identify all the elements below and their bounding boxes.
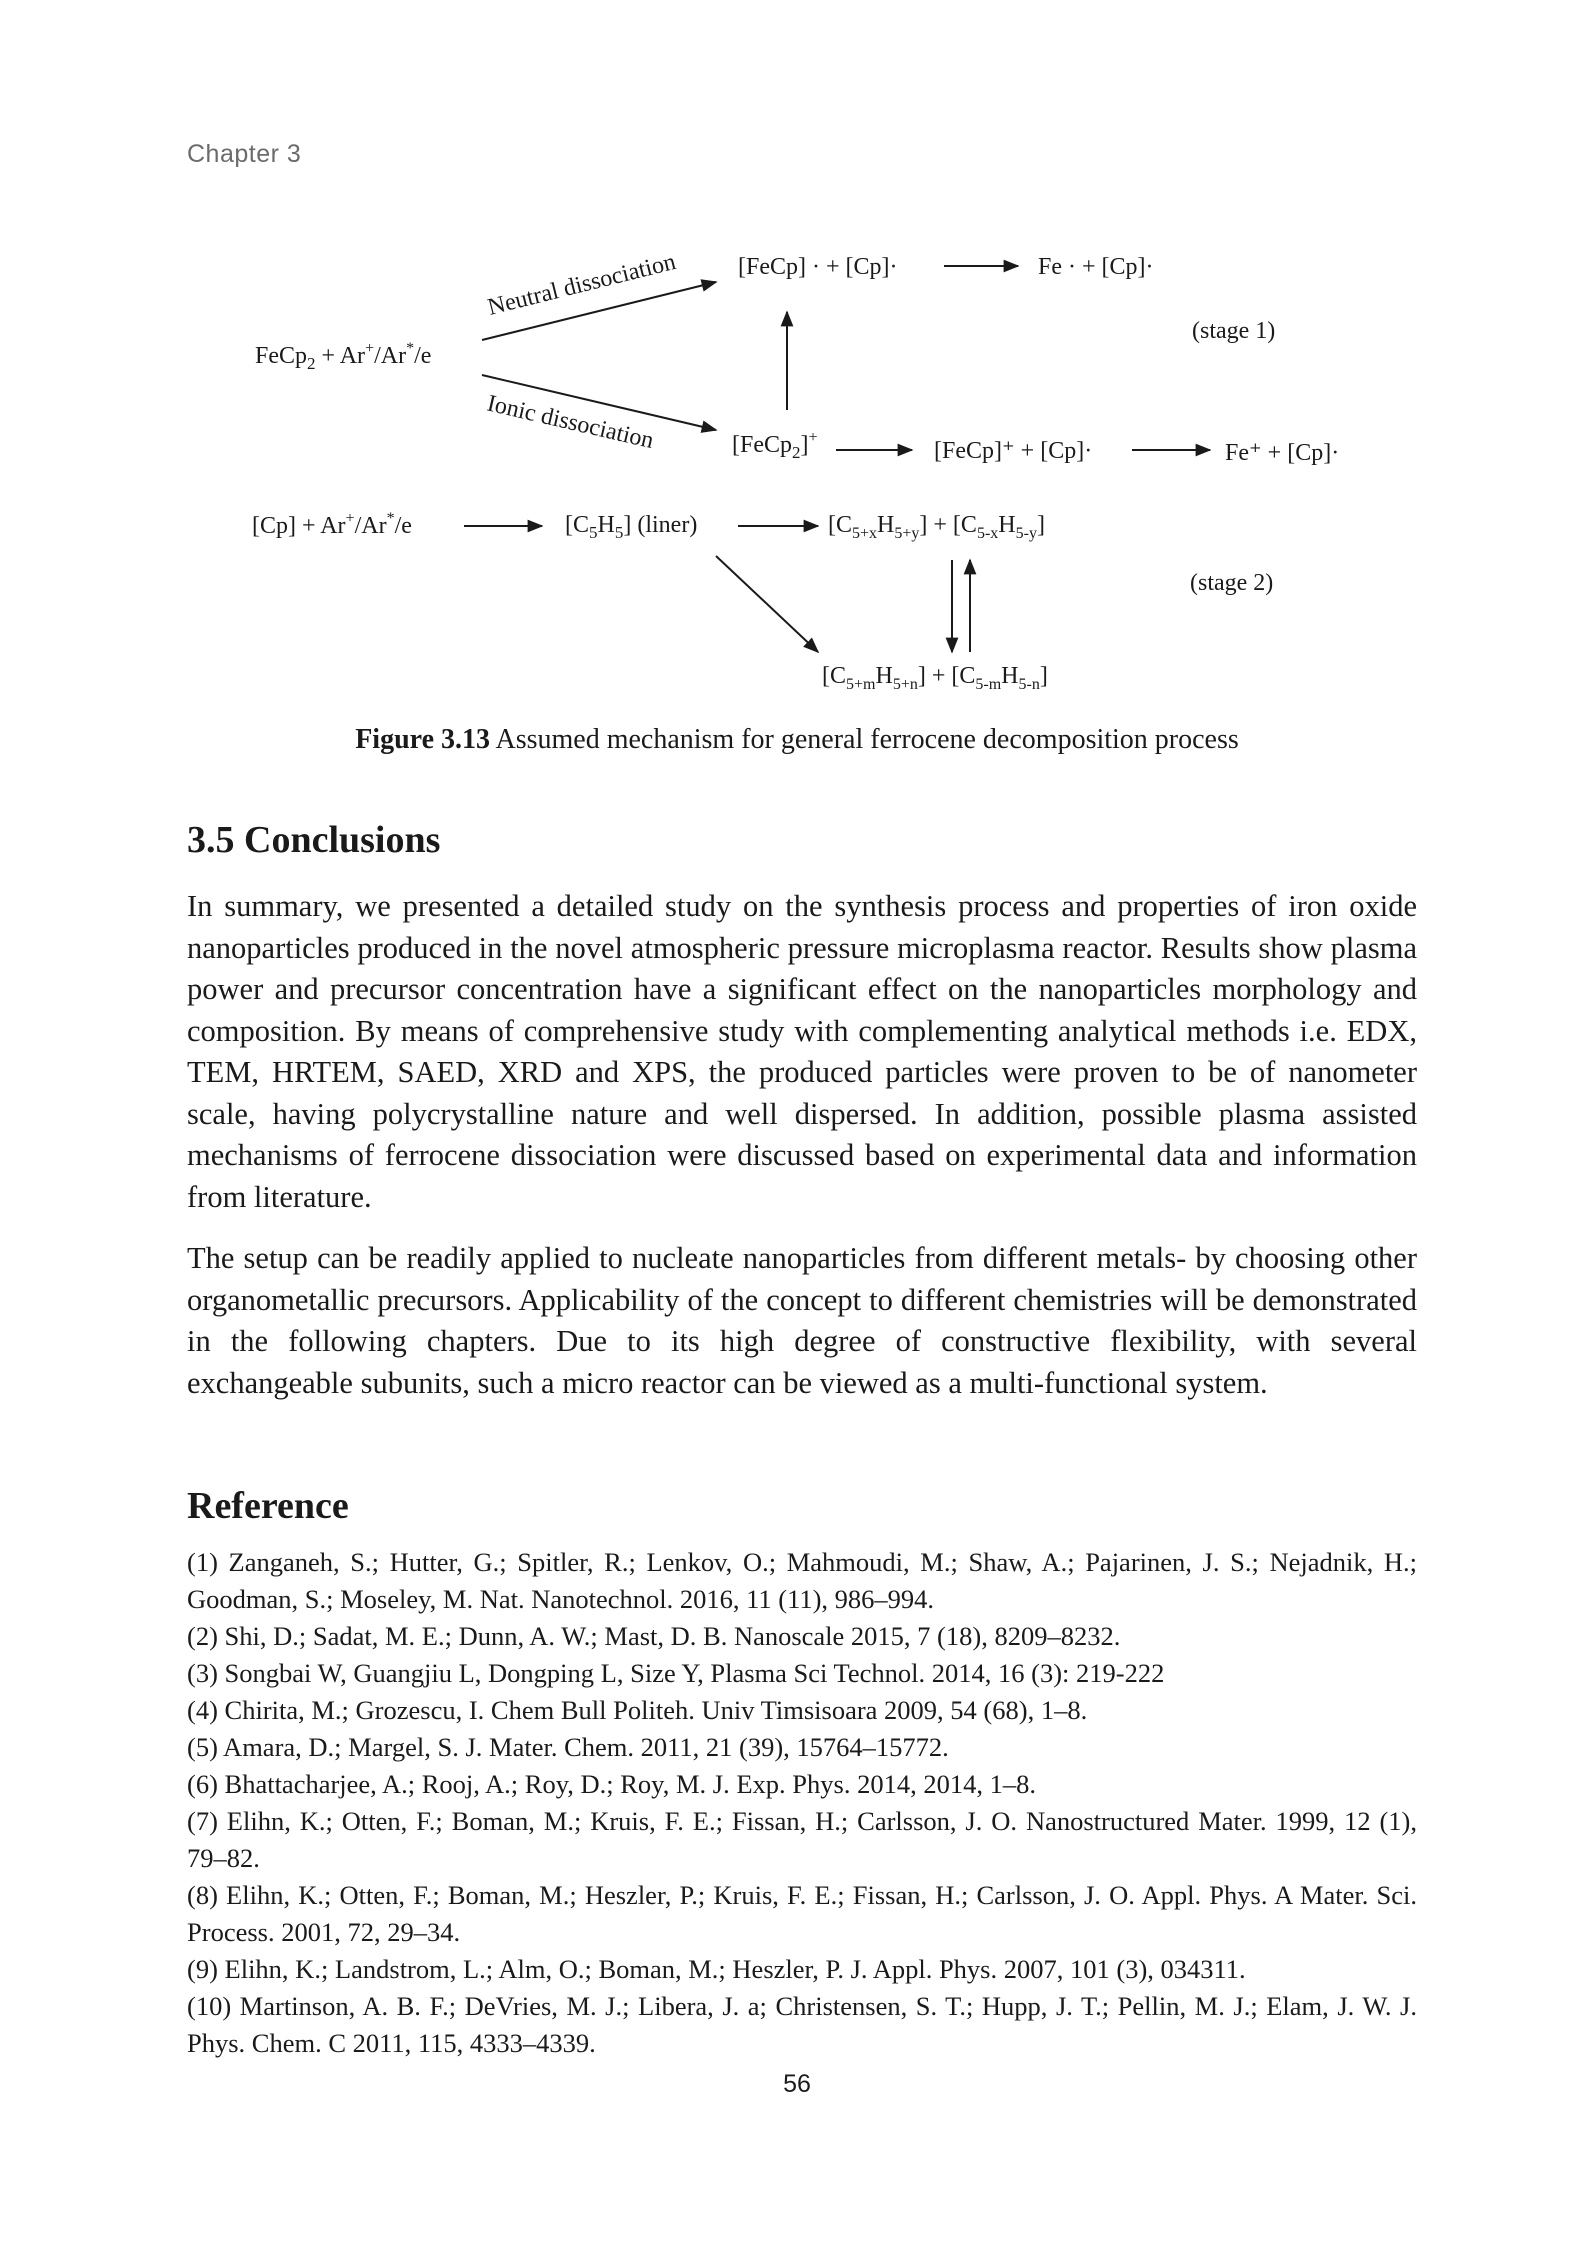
fecp-ion-products: [FeCp]⁺ + [Cp]· bbox=[934, 438, 1093, 464]
ionic-dissociation-label: Ionic dissociation bbox=[484, 390, 657, 455]
c5m-products: $[C_{5+m}H_{5+n}] + [C_{5-m}H_{5-n}]$ bbox=[822, 663, 1048, 693]
reactant-ferrocene: FeCp$_2$ + Ar+/Ar*/e bbox=[255, 340, 432, 373]
stage-1-label: (stage 1) bbox=[1192, 318, 1276, 344]
reference-heading: Reference bbox=[187, 1485, 349, 1527]
reference-item: (2) Shi, D.; Sadat, M. E.; Dunn, A. W.; Mast, D. B. Nanoscale 2015, 7 (18), 8209–8232. bbox=[187, 1621, 1121, 1651]
figure-caption bbox=[0, 724, 1594, 756]
mechanism-diagram bbox=[0, 0, 1594, 720]
reference-item: (4) Chirita, M.; Grozescu, I. Chem Bull Politeh. Univ Timsisoara 2009, 54 (68), 1–8. bbox=[187, 1695, 1088, 1725]
chapter-header: Chapter 3 bbox=[187, 140, 302, 168]
neutral-dissociation-label: Neutral dissociation bbox=[485, 248, 679, 321]
conclusions-paragraph-2: The setup can be readily applied to nucleate nanoparticles from different metals- by choosing other organometallic precursors. Applicability of the concept to different chemistries will be demonstrated in the following chapters. Due to its high degree of constructive flexibility, with several exchangeable subunits, such a micro reactor can be viewed as a multi-functional system. bbox=[187, 1241, 1417, 1400]
reference-item: (5) Amara, D.; Margel, S. J. Mater. Chem. 2011, 21 (39), 15764–15772. bbox=[187, 1732, 949, 1762]
stage-2-label: (stage 2) bbox=[1190, 570, 1274, 596]
reference-item: (8) Elihn, K.; Otten, F.; Boman, M.; Heszler, P.; Kruis, F. E.; Fissan, H.; Carlsson, J. O. Appl. Phys. A Mater. Sci. Process. 2001, 72, 29–34. bbox=[187, 1880, 1417, 1947]
fe-radical-products: Fe · + [Cp]· bbox=[1038, 254, 1154, 280]
conclusions-paragraph-1: In summary, we presented a detailed study on the synthesis process and properties of iron oxide nanoparticles produced in the novel atmospheric pressure microplasma reactor. Results show plasma power and precursor concentration have a significant effect on the nanoparticles morphology and composition. By means of comprehensive study with complementing analytical methods i.e. EDX, TEM, HRTEM, SAED, XRD and XPS, the produced particles were proven to be of nanometer scale, having polycrystalline nature and well dispersed. In addition, possible plasma assisted mechanisms of ferrocene dissociation were discussed based on experimental data and information from literature. bbox=[187, 889, 1417, 1214]
c5x-products: $[C_{5+x}H_{5+y}] + [C_{5-x}H_{5-y}]$ bbox=[828, 512, 1045, 542]
ferrocenium-ion: [FeCp$_2$]+ bbox=[732, 429, 818, 462]
fecp-radical-products: [FeCp] · + [Cp]· bbox=[738, 254, 898, 280]
reference-item: (7) Elihn, K.; Otten, F.; Boman, M.; Kruis, F. E.; Fissan, H.; Carlsson, J. O. Nanostructured Mater. 1999, 12 (1), 79–82. bbox=[187, 1806, 1417, 1873]
page-number: 56 bbox=[783, 2070, 811, 2098]
reference-item: (10) Martinson, A. B. F.; DeVries, M. J.; Libera, J. a; Christensen, S. T.; Hupp, J. T.; Pellin, M. J.; Elam, J. W. J. Phys. Chem. C 2011, 115, 4333–4339. bbox=[187, 1991, 1417, 2058]
reference-item: (3) Songbai W, Guangjiu L, Dongping L, Size Y, Plasma Sci Technol. 2014, 16 (3): 219-222 bbox=[187, 1658, 1165, 1688]
reference-list bbox=[187, 1544, 1417, 2062]
figure-caption-text: Assumed mechanism for general ferrocene decomposition process bbox=[490, 724, 1239, 755]
reference-item: (9) Elihn, K.; Landstrom, L.; Alm, O.; Boman, M.; Heszler, P. J. Appl. Phys. 2007, 101 (3), 034311. bbox=[187, 1954, 1246, 1984]
figure-number: Figure 3.13 bbox=[355, 724, 491, 755]
c5h5-liner: $[C_5H_5]$ (liner) bbox=[565, 512, 698, 542]
reference-item: (1) Zanganeh, S.; Hutter, G.; Spitler, R.; Lenkov, O.; Mahmoudi, M.; Shaw, A.; Pajarinen, J. S.; Nejadnik, H.; Goodman, S.; Moseley, M. Nat. Nanotechnol. 2016, 11 (11), 986–994. bbox=[187, 1547, 1417, 1614]
diagonal-arrow bbox=[716, 556, 818, 652]
conclusions-heading: 3.5 Conclusions bbox=[187, 819, 441, 861]
cp-reactant: [Cp] + Ar+/Ar*/e bbox=[252, 510, 412, 539]
fe-ion-products: Fe⁺ + [Cp]· bbox=[1225, 440, 1340, 466]
reference-item: (6) Bhattacharjee, A.; Rooj, A.; Roy, D.; Roy, M. J. Exp. Phys. 2014, 2014, 1–8. bbox=[187, 1769, 1036, 1799]
